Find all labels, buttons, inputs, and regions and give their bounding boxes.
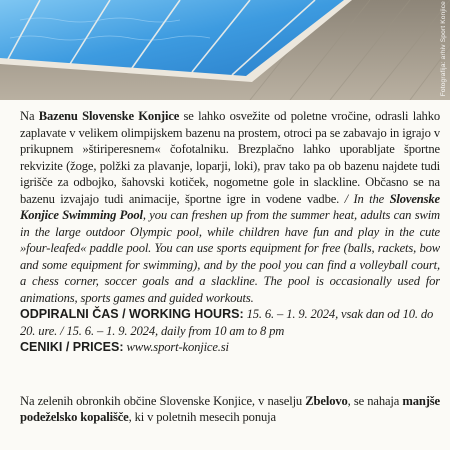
pool-name-en: Slovenske Konjice Swimming Pool <box>20 191 440 222</box>
place-zbelovo: Zbelovo <box>305 393 348 408</box>
pool-name-sl: Bazenu Slovenske Konjice <box>38 109 180 123</box>
pool-text-en: / In the Slovenske Konjice Swimming Pool, you can freshen up from the summer heat, adults can swim in the large outdoor Olympic pool, while children have fun and play in the cute »four-leafed« paddle pool. You can use sports equipment for free (balls, rackets, bow and some equipment for swimming), and by the pool you can find a volleyball court, a chess corner, soccer goals and a slackline. The pool is occasionally used for animations, sports games and guided workouts. <box>20 191 440 305</box>
paragraph-gap <box>20 356 440 393</box>
paragraph-pool-bilingual: Na Bazenu Slovenske Konjice se lahko osvežite od poletne vročine, odrasli lahko zaplavate v velikem olimpijskem bazenu na prostem, otroci pa se zabavajo in igrajo v prikupnem »štiriperesnem« čofotalniku. Brezplačno lahko uporabljate športne rekvizite (žoge, polžki za plavanje, loparji, loki), prav tako pa ob bazenu najdete tudi igrišče za odbojko, šahovski kotiček, nogometne gole in slackline. Občasno se na bazenu izvajajo tudi animacije, športne igre in vodene vadbe. / In the Slovenske Konjice Swimming Pool, you can freshen up from the summer heat, adults can swim in the large outdoor Olympic pool, while children have fun and play in the cute »four-leafed« paddle pool. You can use sports equipment for free (balls, rackets, bow and some equipment for swimming), and by the pool you can find a volleyball court, a chess corner, soccer goals and a slackline. The pool is occasionally used for animations, sports games and guided workouts. <box>20 109 440 305</box>
article-body <box>20 108 440 450</box>
prices <box>20 339 440 356</box>
working-hours: ODPIRALNI ČAS / WORKING HOURS: 15. 6. – 1. 9. 2024, vsak dan od 10. do 20. ure. / 15. 6. – 1. 9. 2024, daily from 10 am to 8 pm <box>20 307 434 338</box>
prices-label: CENIKI / PRICES: <box>20 340 124 354</box>
working-hours-label: ODPIRALNI ČAS / WORKING HOURS: <box>20 307 244 321</box>
rural-pool: manjše podeželsko kopališče <box>20 393 440 424</box>
prices-url: www.sport-konjice.si <box>123 340 229 354</box>
pool-photo <box>0 0 450 100</box>
pool-photo-illustration <box>0 0 450 100</box>
photo-credit: Fotografija: arhiv Sport Konjice <box>440 0 447 96</box>
paragraph-zbelovo: Na zelenih obronkih občine Slovenske Konjice, v naselju Zbelovo, se nahaja manjše podeželsko kopališče, ki v poletnih mesecih ponuja <box>20 393 440 424</box>
